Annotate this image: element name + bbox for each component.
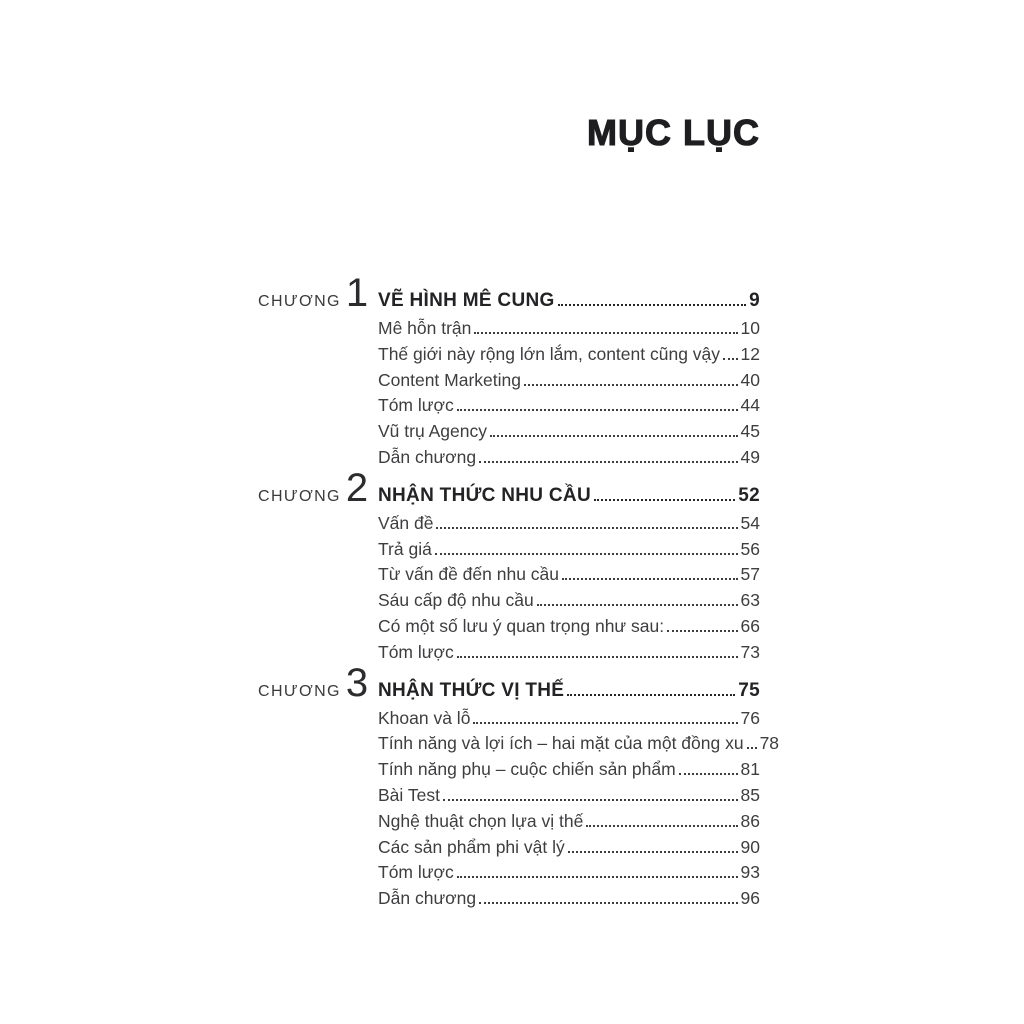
entry-text: Có một số lưu ý quan trọng như sau:: [378, 615, 665, 636]
toc-list: [258, 271, 780, 912]
entry-text: Bài Test: [378, 784, 440, 805]
dot-leader: [457, 876, 738, 878]
entry-page: 76: [740, 707, 760, 728]
toc-entry-row: [378, 393, 760, 419]
chapter-body: [378, 676, 780, 912]
page-title: MỤC LỤC: [587, 112, 760, 153]
chapter-number: 2: [345, 465, 369, 510]
toc-entry-row: [378, 588, 760, 614]
entry-page: 63: [740, 590, 760, 611]
chapter-word: CHƯƠNG: [258, 487, 341, 505]
entry-text: Nghệ thuật chọn lựa vị thế: [378, 810, 584, 831]
toc-entry-row: [378, 886, 760, 912]
toc-entry-row: [378, 562, 760, 588]
entry-text: Từ vấn đề đến nhu cầu: [378, 564, 560, 585]
entry-page: 40: [740, 369, 760, 390]
entry-text: Tính năng phụ – cuộc chiến sản phẩm: [378, 759, 676, 780]
dot-leader: [562, 578, 738, 580]
entry-text: Tóm lược: [378, 641, 454, 662]
dot-leader: [747, 747, 757, 749]
dot-leader: [473, 722, 737, 724]
entry-text: Tóm lược: [378, 862, 454, 883]
entry-text: Trả giá: [378, 538, 432, 559]
chapter-label: [258, 465, 369, 510]
dot-leader: [457, 656, 738, 658]
entry-text: Vấn đề: [378, 512, 434, 533]
toc-entry-row: [378, 835, 760, 861]
toc-entry-row: [378, 783, 760, 809]
toc-entry-row: [378, 537, 760, 563]
entry-text: Content Marketing: [378, 369, 521, 390]
entry-page: 86: [740, 810, 760, 831]
entry-page: 78: [759, 733, 780, 754]
toc-entry-row: [378, 316, 760, 342]
entry-text: Dẫn chương: [378, 446, 477, 467]
entry-page: 54: [740, 512, 760, 533]
chapter-heading-page: 75: [738, 679, 760, 701]
chapter-word: CHƯƠNG: [258, 682, 341, 700]
entry-page: 96: [740, 888, 760, 909]
toc-entry-row: [378, 445, 760, 471]
chapter-heading-text: VẼ HÌNH MÊ CUNG: [378, 290, 555, 311]
toc-entry-row: [378, 511, 760, 537]
dot-leader: [479, 902, 737, 904]
chapter-entries: [378, 511, 760, 666]
dot-leader: [667, 630, 737, 632]
dot-leader: [436, 527, 737, 529]
chapter-heading-row: [378, 676, 760, 706]
entry-page: 45: [740, 421, 760, 442]
toc-entry-row: [378, 757, 760, 783]
dot-leader: [567, 694, 735, 696]
chapter-heading-page: 9: [749, 290, 760, 311]
chapter-label: [258, 660, 369, 705]
toc-entry-row: [378, 809, 760, 835]
chapter-entries: [378, 706, 780, 912]
dot-leader: [435, 553, 738, 555]
toc-entry-row: [378, 731, 780, 757]
entry-page: 56: [740, 538, 760, 559]
chapter-entries: [378, 316, 760, 471]
chapter-section: [258, 660, 780, 912]
chapter-heading-text: NHẬN THỨC NHU CẦU: [378, 484, 591, 506]
entry-text: Tính năng và lợi ích – hai mặt của một đồng xu: [378, 733, 744, 754]
entry-text: Thế giới này rộng lớn lắm, content cũng vậy: [378, 343, 721, 364]
entry-text: Tóm lược: [378, 395, 454, 416]
entry-text: Vũ trụ Agency: [378, 421, 487, 442]
toc-entry-row: [378, 706, 760, 732]
entry-page: 93: [740, 862, 760, 883]
chapter-heading-page: 52: [738, 484, 760, 506]
dot-leader: [679, 773, 738, 775]
chapter-number: 1: [345, 271, 369, 315]
dot-leader: [594, 499, 735, 501]
dot-leader: [568, 851, 738, 853]
chapter-heading-row: [378, 481, 760, 511]
toc-entry-row: [378, 640, 760, 666]
entry-page: 81: [740, 759, 760, 780]
entry-page: 57: [740, 564, 760, 585]
dot-leader: [443, 799, 738, 801]
toc-entry-row: [378, 368, 760, 394]
entry-text: Sáu cấp độ nhu cầu: [378, 590, 534, 611]
toc-page: [258, 0, 780, 912]
entry-page: 12: [740, 343, 760, 364]
entry-text: Mê hỗn trận: [378, 318, 472, 338]
chapter-section: [258, 465, 760, 666]
toc-entry-row: [378, 419, 760, 445]
chapter-label: [258, 273, 368, 313]
chapter-body: [378, 286, 760, 471]
entry-text: Khoan và lỗ: [378, 707, 471, 728]
chapter-heading-text: NHẬN THỨC VỊ THẾ: [378, 679, 565, 701]
entry-page: 10: [740, 318, 760, 338]
entry-text: Các sản phẩm phi vật lý: [378, 836, 565, 857]
entry-text: Dẫn chương: [378, 888, 477, 909]
dot-leader: [537, 604, 738, 606]
chapter-word: CHƯƠNG: [258, 293, 341, 310]
entry-page: 85: [740, 784, 760, 805]
chapter-body: [378, 481, 760, 666]
chapter-number: 3: [345, 660, 369, 705]
dot-leader: [586, 825, 737, 827]
dot-leader: [479, 461, 737, 463]
entry-page: 73: [740, 641, 760, 662]
entry-page: 90: [740, 836, 760, 857]
dot-leader: [723, 358, 738, 360]
toc-entry-row: [378, 342, 760, 368]
dot-leader: [524, 384, 738, 386]
chapter-section: [258, 271, 760, 471]
entry-page: 44: [740, 395, 760, 416]
dot-leader: [490, 435, 738, 437]
toc-entry-row: [378, 860, 760, 886]
toc-entry-row: [378, 614, 760, 640]
dot-leader: [474, 332, 737, 334]
dot-leader: [457, 409, 738, 411]
dot-leader: [558, 304, 747, 306]
entry-page: 49: [740, 446, 760, 467]
entry-page: 66: [740, 615, 760, 636]
chapter-heading-row: [378, 286, 760, 316]
